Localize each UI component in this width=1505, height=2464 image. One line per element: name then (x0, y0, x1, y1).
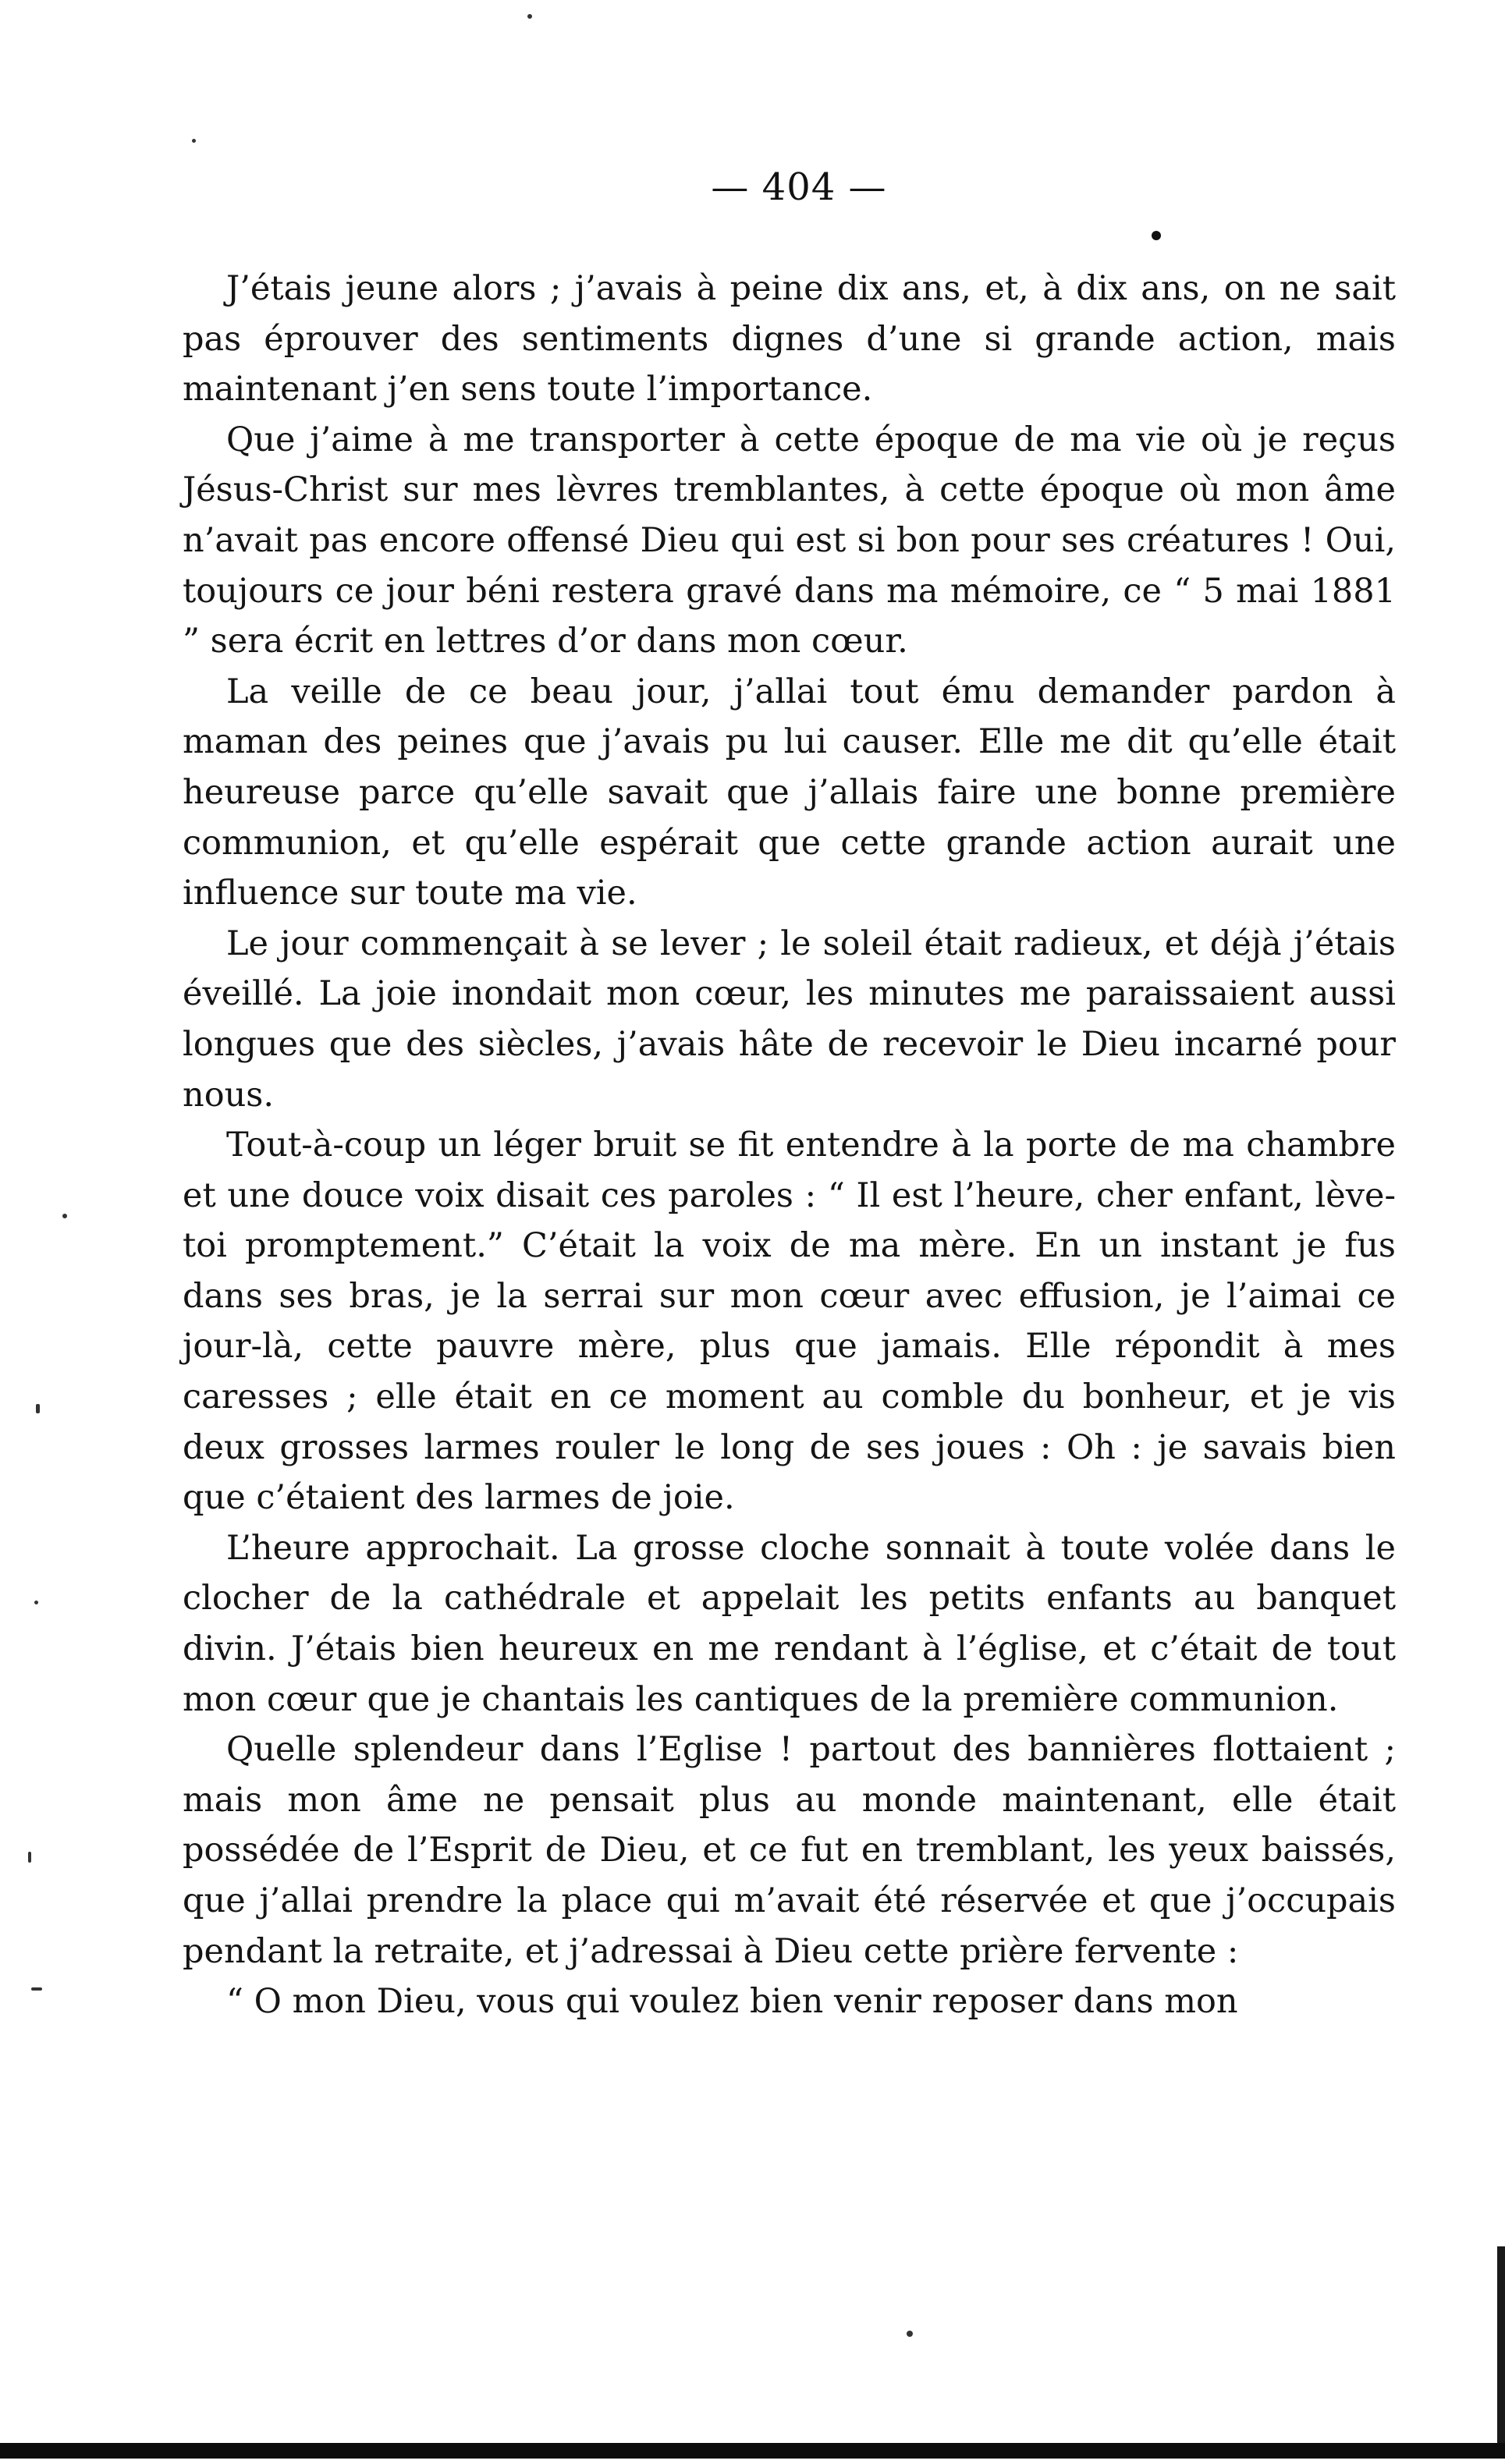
scan-speck (28, 1852, 31, 1863)
paragraph-6: L’heure approchait. La grosse cloche sonnait à toute volée dans le clocher de la cathédrale et appelait les petits enfants au banquet divin. J’étais bien heureux en me rendant à l’église, et c’était de tout mon cœur que je chantais les cantiques de la première communion. (183, 1528, 1396, 1719)
scan-speck (527, 14, 532, 19)
paragraph-1: J’étais jeune alors ; j’avais à peine dix ans, et, à dix ans, on ne sait pas éprouver des sentiments dignes d’une si grande action, mais maintenant j’en sens toute l’importance. (183, 269, 1396, 409)
paragraph-8: “ O mon Dieu, vous qui voulez bien venir reposer dans mon (226, 1982, 1238, 2022)
paragraph-3: La veille de ce beau jour, j’allai tout ému demander pardon à maman des peines que j’avais pu lui causer. Elle me dit qu’elle était heureuse parce qu’elle savait que j’allais faire une bonne première communion, et qu’elle espérait que cette grande action aurait une influence sur toute ma vie. (183, 672, 1396, 913)
scan-speck (36, 1404, 40, 1413)
body-text (183, 264, 1396, 2027)
page-bottom-border (0, 2443, 1505, 2459)
scan-speck (34, 1601, 38, 1604)
scan-speck (907, 2331, 913, 2337)
paragraph-2: Que j’aime à me transporter à cette époque de ma vie où je reçus Jésus-Christ sur mes lèvres tremblantes, à cette époque où mon âme n’avait pas encore offensé Dieu qui est si bon pour ses créatures ! Oui, toujours ce jour béni restera gravé dans ma mémoire, ce “ 5 mai 1881 ” sera écrit en lettres d’or dans mon cœur. (183, 420, 1396, 661)
page-edge-shadow (1497, 2246, 1505, 2449)
paragraph-4: Le jour commençait à se lever ; le soleil était radieux, et déjà j’étais éveillé. La joie inondait mon cœur, les minutes me paraissaient aussi longues que des siècles, j’avais hâte de recevoir le Dieu incarné pour nous. (183, 924, 1396, 1115)
scan-speck (192, 139, 196, 143)
scan-speck (62, 1214, 67, 1218)
scan-speck (1152, 231, 1161, 240)
scan-speck (31, 1987, 42, 1991)
paragraph-7: Quelle splendeur dans l’Eglise ! partout des bannières flottaient ; mais mon âme ne pensait plus au monde maintenant, elle était possédée de l’Esprit de Dieu, et ce fut en tremblant, les yeux baissés, que j’allai prendre la place qui m’avait été réservée et que j’occupais pendant la retraite, et j’adressai à Dieu cette prière fervente : (183, 1730, 1396, 1971)
paragraph-5: Tout-à-coup un léger bruit se fit entendre à la porte de ma chambre et une douce voix disait ces paroles : “ Il est l’heure, cher enfant, lève-toi promptement.” C’était la voix de ma mère. En un instant je fus dans ses bras, je la serrai sur mon cœur avec effusion, je l’aimai ce jour-là, cette pauvre mère, plus que jamais. Elle répondit à mes caresses ; elle était en ce moment au comble du bonheur, et je vis deux grosses larmes rouler le long de ses joues : Oh : je savais bien que c’étaient des larmes de joie. (183, 1126, 1396, 1518)
page-number: — 404 — (711, 165, 887, 209)
